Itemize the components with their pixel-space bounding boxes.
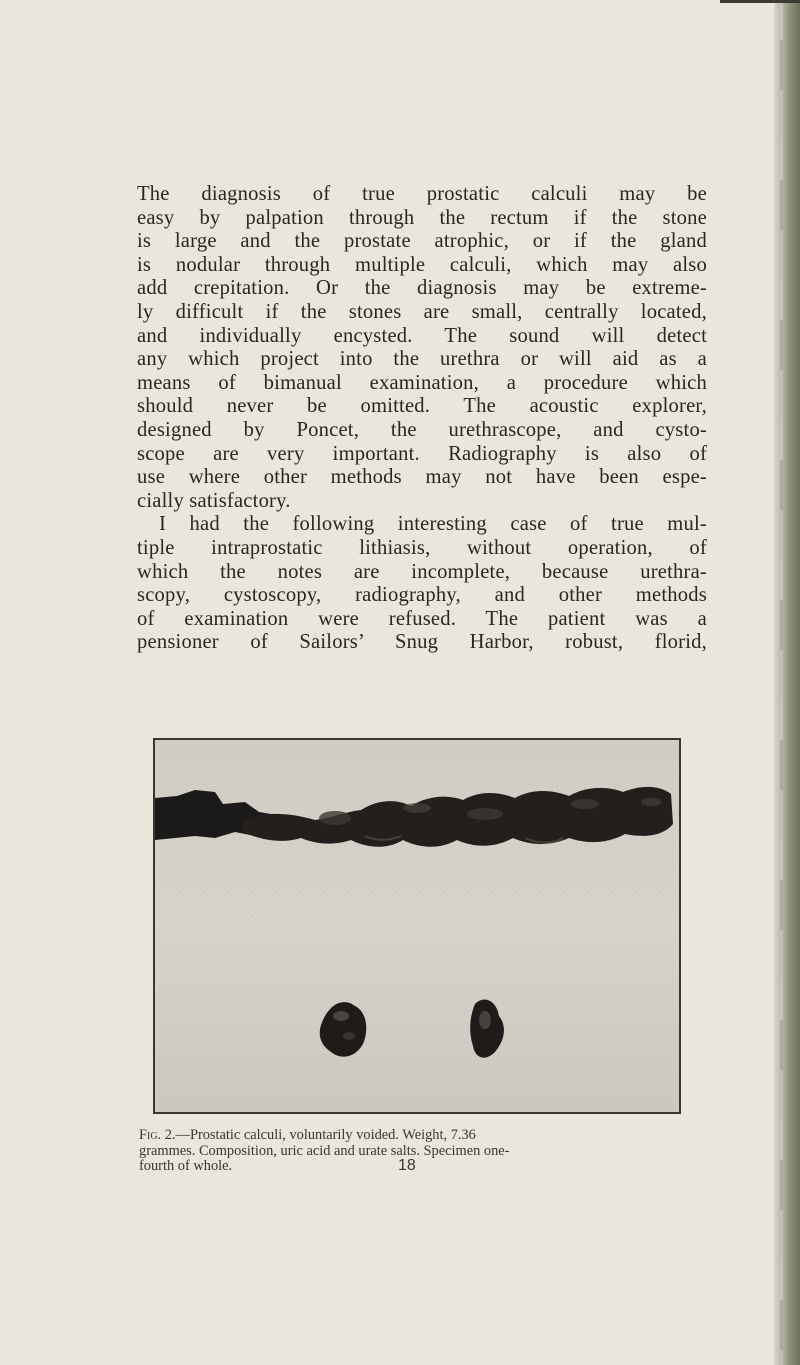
text-line: designed by Poncet, the urethrascope, and cysto- <box>137 418 707 441</box>
text-line: tiple intraprostatic lithiasis, without operation, of <box>137 536 707 559</box>
page-number: 18 <box>398 1157 416 1174</box>
scan-top-mark <box>720 0 800 3</box>
text-line: any which project into the urethra or will aid as a <box>137 348 707 371</box>
body-text <box>137 183 707 655</box>
text-line: easy by palpation through the rectum if the stone <box>137 206 707 229</box>
caption-line: fourth of whole. <box>139 1158 233 1175</box>
text-line: should never be omitted. The acoustic explorer, <box>137 395 707 418</box>
text-line: scope are very important. Radiography is also of <box>137 442 707 465</box>
text-line: pensioner of Sailors’ Snug Harbor, robust, florid, <box>137 631 707 654</box>
caption-line: grammes. Composition, uric acid and urate salts. Specimen one- <box>139 1142 510 1159</box>
text-line: use where other methods may not have been espe- <box>137 466 707 489</box>
caption-text: —Prostatic calculi, voluntarily voided. Weight, 7.36 <box>175 1127 476 1143</box>
caption-line <box>139 1128 705 1144</box>
text-line: and individually encysted. The sound will detect <box>137 324 707 347</box>
figure-photograph <box>153 738 681 1114</box>
text-line: The diagnosis of true prostatic calculi may be <box>137 183 707 205</box>
text-line: ly difficult if the stones are small, centrally located, <box>137 300 707 323</box>
text-line: cially satisfactory. <box>137 489 291 512</box>
calculi-photo <box>155 740 679 1112</box>
text-line: means of bimanual examination, a procedure which <box>137 371 707 394</box>
text-line: is large and the prostate atrophic, or if the gland <box>137 230 707 253</box>
figure-label: Fig. 2. <box>139 1127 176 1143</box>
text-line: I had the following interesting case of true mul- <box>159 513 707 536</box>
text-line: scopy, cystoscopy, radiography, and other methods <box>137 584 707 607</box>
figure-caption <box>139 1128 705 1175</box>
page-edge <box>774 0 800 1365</box>
text-line: add crepitation. Or the diagnosis may be extreme- <box>137 277 707 300</box>
text-line: of examination were refused. The patient was a <box>137 607 707 630</box>
text-line: is nodular through multiple calculi, which may also <box>137 253 707 276</box>
text-line: which the notes are incomplete, because urethra- <box>137 560 707 583</box>
